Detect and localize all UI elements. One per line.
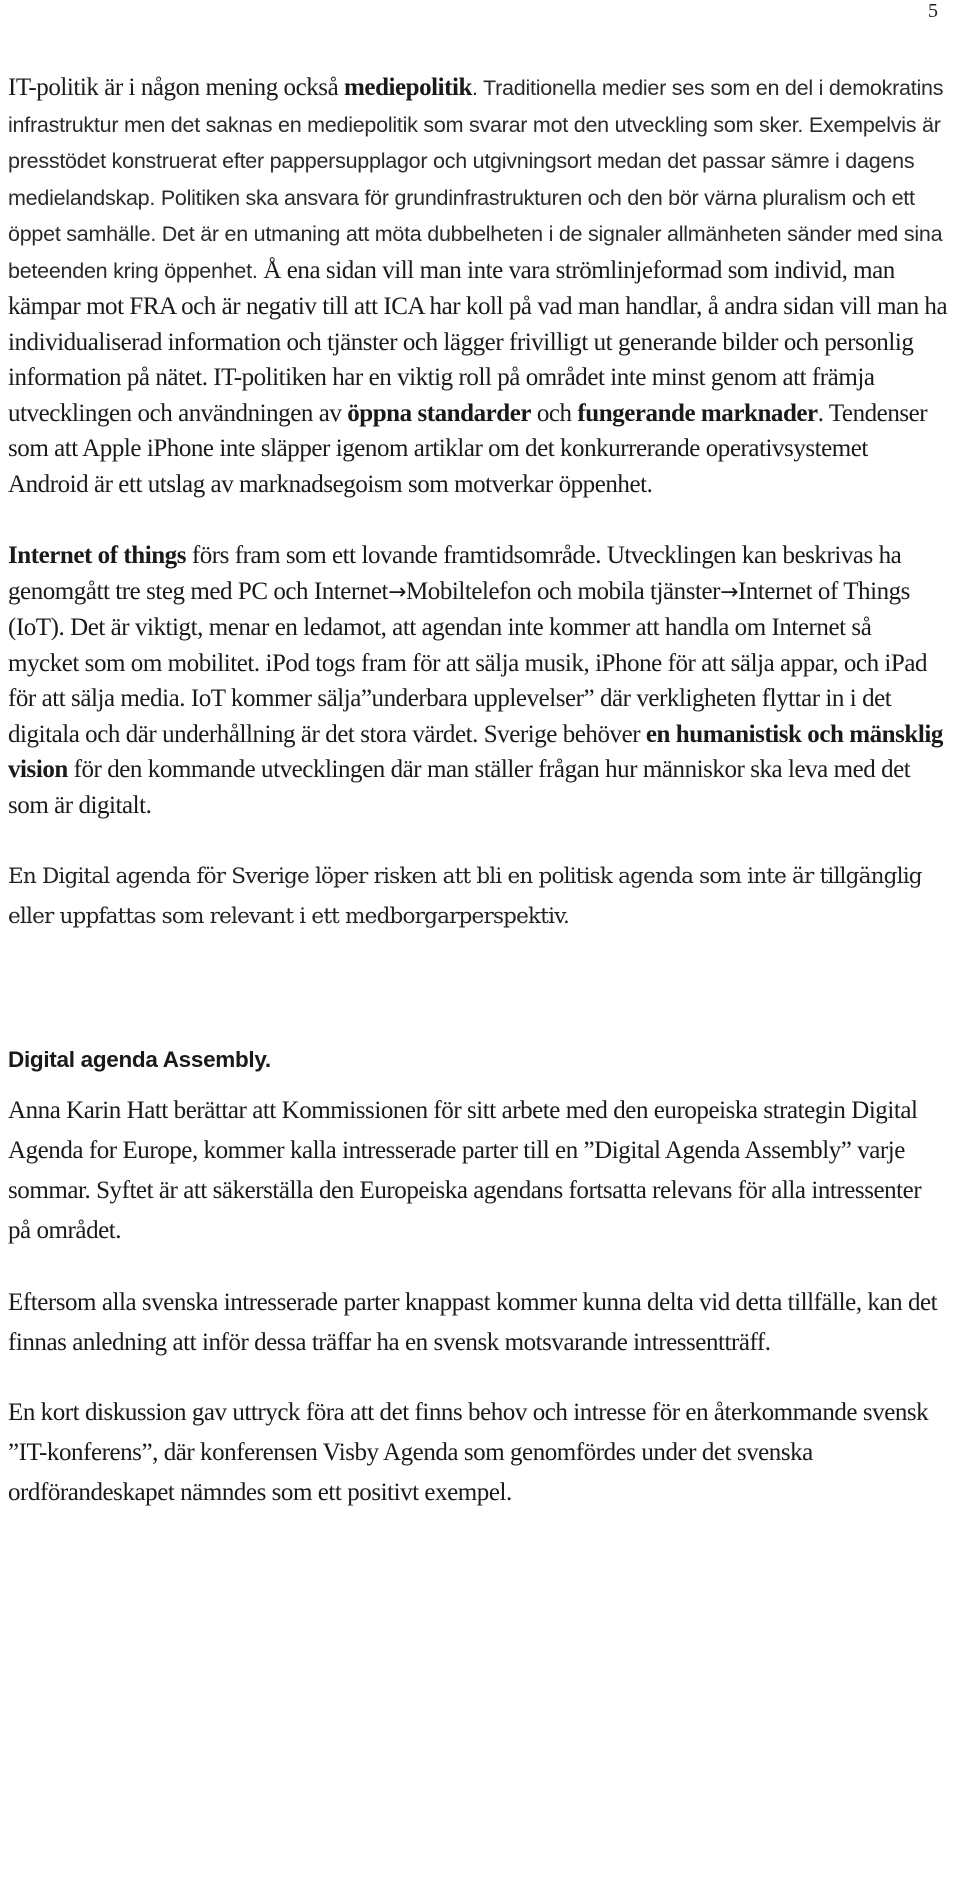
paragraph-media-policy [8, 70, 948, 502]
paragraph-assembly: Anna Karin Hatt berättar att Kommissionen för sitt arbete med den europeiska strategin Digital Agenda for Europe, kommer kalla intresserade parter till en ”Digital Agenda Assembly” varje sommar. Syftet är att säkerställa den Europeiska agendans fortsatta relevans för alla intressenter på området. [8, 1097, 922, 1244]
section-heading: Digital agenda Assembly. [8, 1047, 271, 1072]
paragraph-it-conference: En kort diskussion gav uttryck föra att det finns behov och intresse för en återkommande svensk ”IT-konferens”, där konferensen Visby Agenda som genomfördes under det svenska ordförandeskapet nämndes som ett positivt exempel. [8, 1399, 929, 1506]
paragraph-text: Å ena sidan vill man inte vara strömlinjeformad som individ, man kämpar mot FRA och är negativ till att ICA har koll på vad man handlar, å andra sidan vill man ha individualiserad information och tjänster och lägger frivilligt ut generande bilder och personlig information på nätet. IT-politiken har en viktig roll på området inte minst genom att främja utvecklingen och användningen av [8, 256, 948, 427]
paragraph-text: . Tendenser som att Apple iPhone inte släpper igenom artiklar om det konkurrerande operativsystemet Android är ett utslag av marknadsegoism som motverkar öppenhet. [8, 399, 928, 498]
paragraph-stakeholder-meeting: Eftersom alla svenska intresserade parter knappast kommer kunna delta vid detta tillfälle, kan det finnas anledning att inför dessa träffar ha en svensk motsvarande intressentträff. [8, 1289, 938, 1356]
paragraph-text: Internet of Things (IoT). Det är viktigt, menar en ledamot, att agendan inte kommer att handla om Internet så mycket som om mobilitet. iPod togs fram för att sälja musik, iPhone för att sälja appar, och iPad för att sälja media. IoT kommer sälja”underbara upplevelser” där verkligheten flyttar in i det digitala och där underhållning är det stora värdet. Sverige behöver [8, 577, 928, 748]
arrow-right-icon: → [388, 579, 407, 605]
paragraph-text: förs fram som ett lovande framtidsområde. Utvecklingen kan beskrivas ha genomgått tre steg med PC och Internet [8, 542, 902, 605]
paragraph-text: Mobiltelefon och mobila tjänster [406, 577, 721, 605]
bold-term-humanistic-vision: en humanistisk och mänsklig vision [8, 720, 943, 783]
bold-term-mediepolitik: mediepolitik [344, 74, 472, 101]
paragraph-digital-agenda-risk: En Digital agenda för Sverige löper risken att bli en politisk agenda som inte är tillgänglig eller uppfattas som relevant i ett medborgarperspektiv. [8, 864, 922, 929]
paragraph-text: IT-politik är i någon mening också [8, 74, 345, 101]
paragraph-text-sans: . Traditionella medier ses som en del i demokratins infrastruktur men det saknas en mediepolitik som svarar mot den utveckling som sker. Exempelvis är presstödet konstruerat efter pappersupplagor och utgivningsort medan det passar sämre i dagens medielandskap. Politiken ska ansvara för grundinfrastrukturen och den bör värna pluralism och ett öppet samhälle. Det är en utmaning att möta dubbelheten i de signaler allmänheten sänder med sina beteenden kring öppenhet. [8, 76, 944, 283]
arrow-right-icon: → [720, 579, 738, 605]
bold-term-internet-of-things: Internet of things [8, 542, 187, 569]
bold-term-open-standards: öppna standarder [347, 399, 532, 427]
paragraph-text: för den kommande utvecklingen där man ställer frågan hur människor ska leva med det som är digitalt. [8, 756, 911, 819]
bold-term-functioning-markets: fungerande marknader [577, 399, 818, 427]
paragraph-text: och [531, 399, 578, 427]
paragraph-internet-of-things [8, 538, 948, 823]
page-number: 5 [928, 0, 938, 22]
document-body [8, 70, 948, 1513]
